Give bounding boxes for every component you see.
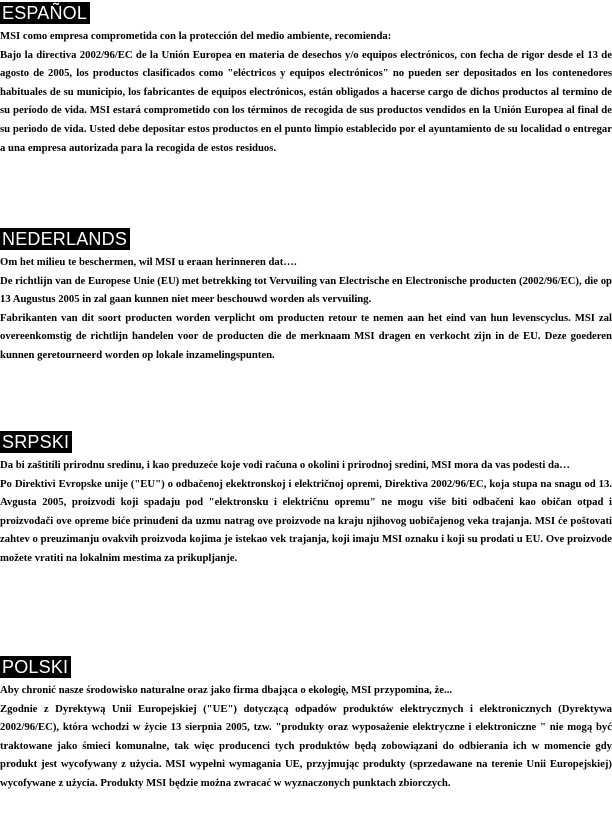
body-paragraph: De richtlijn van de Europese Unie (EU) met betrekking tot Vervuiling van Electrische en Electronische producten (2002/96/EC), die op 13 Augustus 2005 in zal gaan kunnen niet meer beschouwd worden als vervuiling. [0, 274, 612, 306]
section-espanol [0, 2, 612, 157]
body-paragraph: Bajo la directiva 2002/96/EC de la Unión Europea en materia de desechos y/o equipos electrónicos, con fecha de rigor desde el 13 de agosto de 2005, los productos clasificados como "eléctricos y equipos electrónicos" no pueden ser depositados en los contenedores habituales de su municipio, los fabricantes de equipos electrónicos, están obligados a hacerse cargo de dichos productos al termino de su período de vida. MSI estará comprometido con los términos de recogida de sus productos vendidos en la Unión Europea al final de su periodo de vida. Usted debe depositar estos productos en el punto limpio establecido por el ayuntamiento de su localidad o entregar a una empresa autorizada para la recogida de estos residuos. [0, 48, 612, 154]
intro-paragraph: Om het milieu te beschermen, wil MSI u eraan herinneren dat…. [0, 256, 297, 268]
section-heading: SRPSKI [0, 431, 72, 453]
section-heading: POLSKI [0, 656, 71, 678]
intro-paragraph: Da bi zaštitili prirodnu sredinu, i kao preduzeće koje vodi računa o okolini i prirodnoj sredini, MSI mora da vas podesti da… [0, 459, 570, 471]
section-srpski [0, 431, 612, 568]
section-nederlands [0, 228, 612, 365]
body-paragraph: Zgodnie z Dyrektywą Unii Europejskiej ("UE") dotyczącą odpadów produktów elektrycznych i elektronicznych (Dyrektywa 2002/96/EC), która wchodzi w życie 13 sierpnia 2005, tzw. "produkty oraz wyposażenie elektryczne i elektroniczne " nie mogą być traktowane jako śmieci komunalne, tak więc producenci tych produktów będą zobowiązani do odbierania ich w momencie gdy produkt jest wycofywany z użycia. MSI wypełni wymagania UE, przyjmując produkty (sprzedawane na terenie Unii Europejskiej) wycofywane z użycia. Produkty MSI będzie można zwracać w wyznaczonych punktach zbiorczych. [0, 702, 612, 789]
intro-paragraph: MSI como empresa comprometida con la protección del medio ambiente, recomienda: [0, 30, 392, 42]
section-polski [0, 656, 612, 793]
section-heading: NEDERLANDS [0, 228, 130, 250]
intro-paragraph: Aby chronić nasze środowisko naturalne oraz jako firma dbająca o ekologię, MSI przypomina, że... [0, 684, 453, 696]
section-heading: ESPAÑOL [0, 2, 90, 24]
body-paragraph: Po Direktivi Evropske unije ("EU") o odbačenoj ekektronskoj i električnoj opremi, Direktiva 2002/96/EC, koja stupa na snagu od 13. Avgusta 2005, proizvodi koji spadaju pod "elektronsku i električnu opremu" ne mogu više biti odbačeni kao običan otpad i proizvođači ove opreme biće prinuđeni da uzmu natrag ove proizvode na kraju njihovog uobičajenog veka trajanja. MSI će poštovati zahtev o preuzimanju ovakvih proizvoda kojima je istekao vek trajanja, koji imaju MSI oznaku i koji su prodati u EU. Ove proizvode možete vratiti na lokalnim mestima za prikupljanje. [0, 477, 612, 564]
body-paragraph: Fabrikanten van dit soort producten worden verplicht om producten retour te nemen aan het eind van hun levenscyclus. MSI zal overeenkomstig de richtlijn handelen voor de producten die de merknaam MSI dragen en verkocht zijn in de EU. Deze goederen kunnen geretourneerd worden op lokale inzamelingspunten. [0, 311, 612, 361]
